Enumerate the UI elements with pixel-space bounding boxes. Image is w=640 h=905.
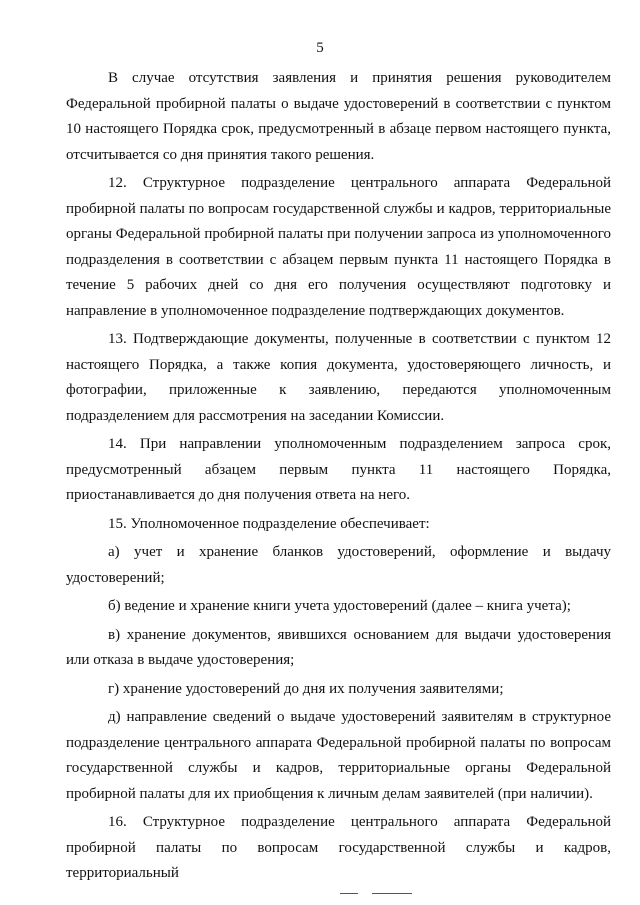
paragraph-15-item-d: д) направление сведений о выдаче удостоверений заявителям в структурное подразделение центрального аппарата Федеральной пробирной палаты по вопросам государственной службы и кадров, территориальные органы Федеральной пробирной палаты для их приобщения к личным делам заявителей (при наличии). [66,709,611,802]
document-body [66,66,611,887]
scan-artifact [372,893,412,894]
paragraph-11-continuation: В случае отсутствия заявления и принятия решения руководителем Федеральной пробирной палаты о выдаче удостоверений в соответствии с пунктом 10 настоящего Порядка срок, предусмотренный в абзаце первом настоящего пункта, отсчитывается со дня принятия такого решения. [66,70,611,163]
paragraph-16: 16. Структурное подразделение центрального аппарата Федеральной пробирной палаты по вопросам государственной службы и кадров, территориальный [66,814,611,881]
scan-artifact [340,893,358,894]
paragraph-15-item-b: б) ведение и хранение книги учета удостоверений (далее – книга учета); [108,598,571,614]
paragraph-14: 14. При направлении уполномоченным подразделением запроса срок, предусмотренный абзацем первым пункта 11 настоящего Порядка, приостанавливается до дня получения ответа на него. [66,436,611,503]
paragraph-13: 13. Подтверждающие документы, полученные в соответствии с пунктом 12 настоящего Порядка, а также копия документа, удостоверяющего личность, и фотографии, приложенные к заявлению, передаются уполномоченным подразделением для рассмотрения на заседании Комиссии. [66,331,611,424]
page-number: 5 [316,40,324,56]
paragraph-15-item-g: г) хранение удостоверений до дня их получения заявителями; [108,680,504,697]
paragraph-15: 15. Уполномоченное подразделение обеспечивает: [108,515,430,532]
paragraph-15-item-a: а) учет и хранение бланков удостоверений, оформление и выдачу удостоверений; [66,544,611,586]
paragraph-12: 12. Структурное подразделение центрального аппарата Федеральной пробирной палаты по вопросам государственной службы и кадров, территориальные органы Федеральной пробирной палаты при получении запроса из уполномоченного подразделения в соответствии с абзацем первым пункта 11 настоящего Порядка в течение 5 рабочих дней со дня его получения осуществляют подготовку и направление в уполномоченное подразделение подтверждающих документов. [66,175,611,319]
paragraph-15-item-v: в) хранение документов, явившихся основанием для выдачи удостоверения или отказа в выдаче удостоверения; [66,626,611,668]
